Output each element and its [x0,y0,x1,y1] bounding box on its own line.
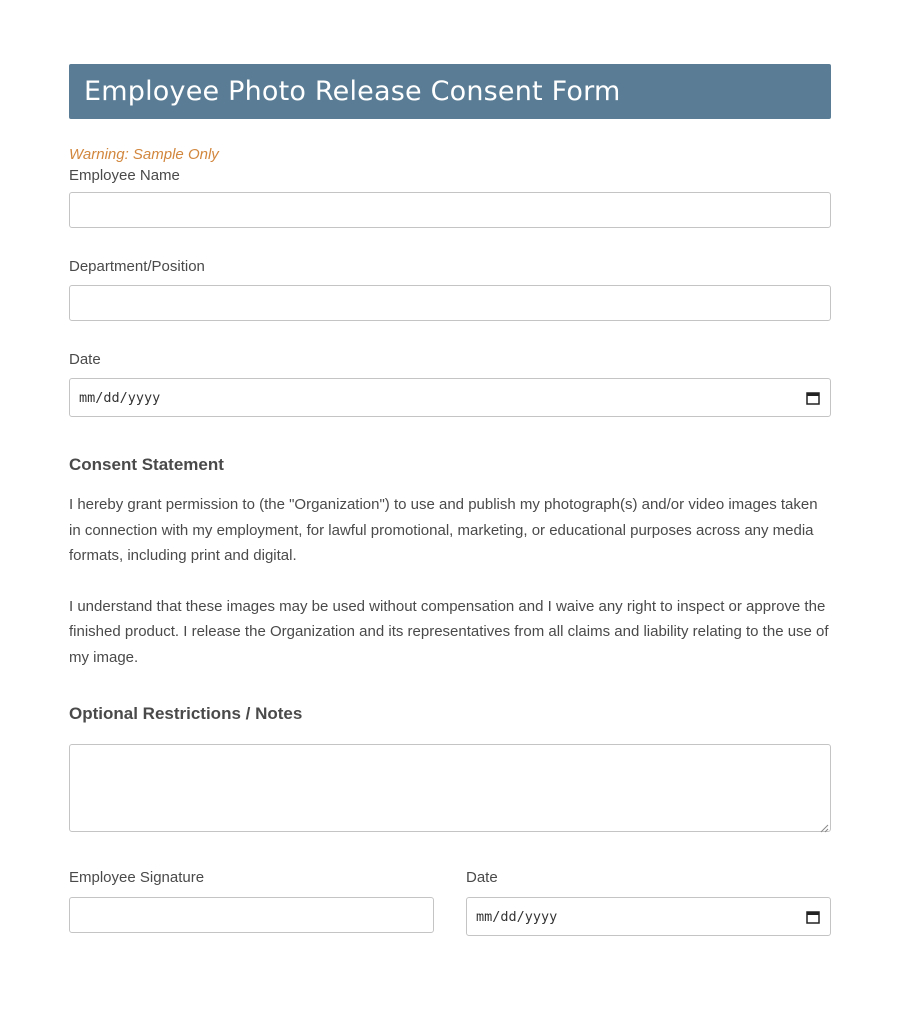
sample-warning: Warning: Sample Only [69,146,219,163]
form-header [69,64,831,119]
signature-column [69,869,434,936]
consent-heading: Consent Statement [69,455,224,474]
notes-textarea[interactable] [69,744,831,832]
form-container [69,64,831,936]
signature-row [69,869,831,936]
consent-paragraph-2: I understand that these images may be used without compensation and I waive any right to inspect or approve the finished product. I release the Organization and its representatives from all claims and liability relating to the use of my image. [69,597,829,666]
signature-label: Employee Signature [69,869,205,886]
signature-date-column [466,869,831,936]
date-input[interactable] [69,378,831,417]
form-title: Employee Photo Release Consent Form [84,76,621,107]
signature-date-input[interactable] [466,897,831,936]
calendar-icon[interactable] [806,391,820,405]
employee-name-label: Employee Name [69,167,180,184]
calendar-icon[interactable] [806,910,820,924]
department-label: Department/Position [69,258,205,275]
signature-date-placeholder: mm/dd/yyyy [476,908,558,925]
consent-paragraph-1: I hereby grant permission to (the "Organization") to use and publish my photograph(s) and/or video images taken in connection with my employment, for lawful promotional, marketing, or educational purposes across any media formats, including print and digital. [69,496,818,564]
department-input[interactable] [69,285,831,321]
notes-heading: Optional Restrictions / Notes [69,704,303,723]
employee-name-input[interactable] [69,192,831,228]
date-placeholder: mm/dd/yyyy [79,389,161,406]
signature-date-label: Date [466,869,498,886]
date-label: Date [69,351,101,368]
signature-input[interactable] [69,897,434,933]
resize-grip-icon[interactable] [819,820,829,830]
